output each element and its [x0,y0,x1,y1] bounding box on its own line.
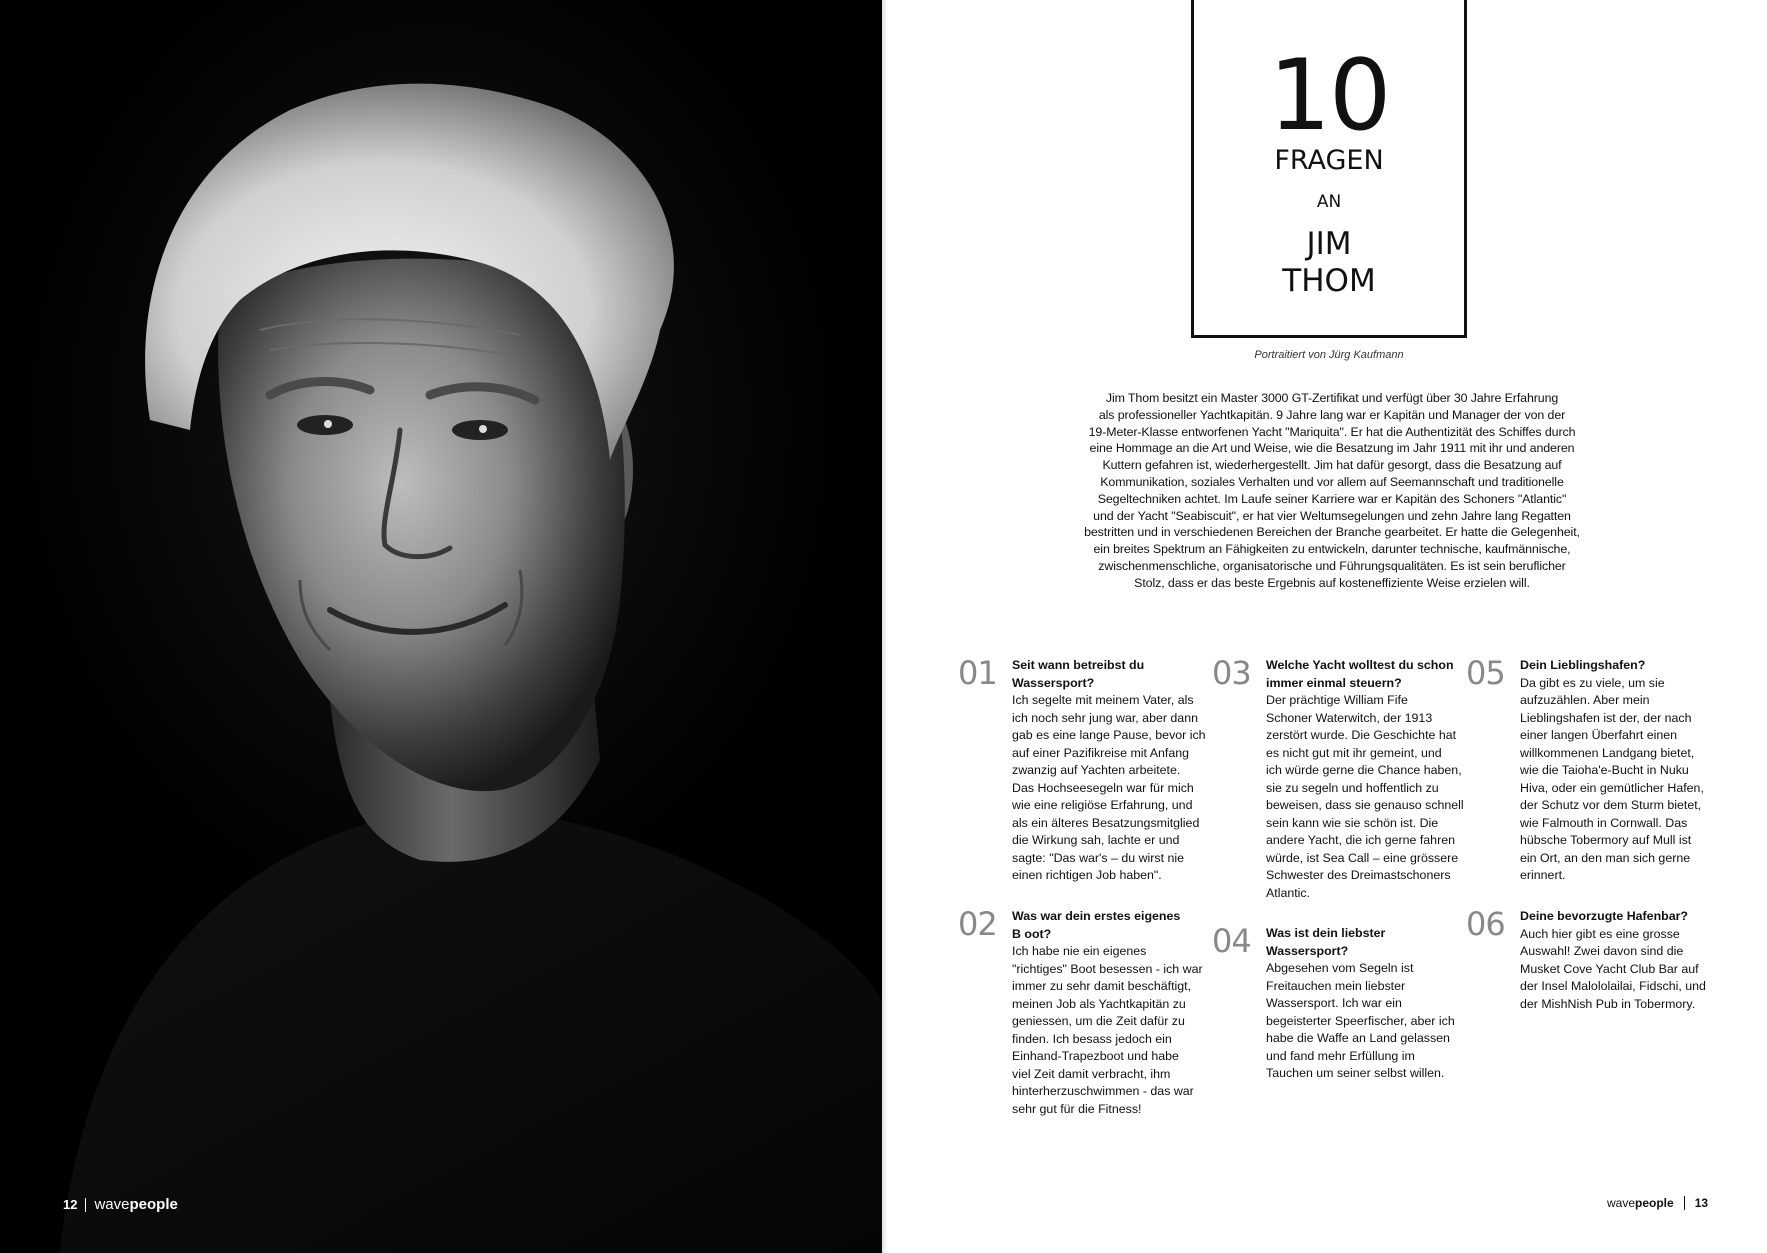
answer-line: der Insel Malololailai, Fidschi, und [1520,979,1706,993]
answer-line: auf einer Pazifikreise mit Anfang [1012,745,1190,760]
question-text [1012,657,1206,692]
answer-line: ich noch sehr jung war, aber dann [1012,710,1198,725]
answer-line: Schoner Waterwitch, der 1913 [1266,710,1433,725]
question-text [1266,657,1464,692]
answer-line: sein kann wie sie schön ist. Die [1266,815,1439,830]
answer-text [1012,692,1206,885]
qa-item-04 [1212,922,1464,1083]
question-line: Wassersport? [1266,943,1349,958]
question-line: Wassersport? [1012,675,1095,690]
answer-line: willkommenen Landgang bietet, [1520,745,1695,760]
question-number: 02 [958,905,997,943]
intro-line: eine Hommage an die Art und Weise, wie die Besatzung im Jahr 1911 mit ihr und anderen [1089,441,1575,456]
question-line: Dein Lieblingshafen? [1520,658,1646,672]
answer-line: hübsche Tobermory auf Mull ist [1520,833,1692,847]
page-footer-left [63,1196,178,1213]
answer-line: Ich segelte mit meinem Vater, als [1012,693,1194,707]
answer-line: zerstört wurde. Die Geschichte hat [1266,728,1457,742]
title-name-first: JIM [1306,226,1352,262]
answer-line: einer langen Überfahrt einen [1520,728,1678,742]
answer-line: begeisterter Speerfischer, aber ich [1266,1013,1455,1028]
answer-line: es nicht gut mit ihr gemeint, und [1266,745,1442,760]
answer-line: Das Hochseesegeln war für mich [1012,780,1194,795]
answer-line: wie eine religiöse Erfahrung, und [1012,798,1193,812]
answer-line: gab es eine lange Pause, bevor ich [1012,728,1206,742]
answer-line: Freitauchen mein liebster [1266,978,1406,993]
answer-line: meinen Job als Yachtkapitän zu [1012,996,1186,1011]
answer-line: Abgesehen vom Segeln ist [1266,961,1414,975]
page-number: 13 [1694,1196,1709,1210]
answer-line: Hiva, oder ein gemütlicher Hafen, [1520,780,1704,795]
answer-line: "richtiges" Boot besessen - ich war [1012,961,1203,976]
answer-line: und fand mehr Erfüllung im [1266,1048,1415,1063]
answer-line: Schwester des Dreimastschoners [1266,868,1451,882]
intro-line: Kuttern gefahren ist, wiederhergestellt. Jim hat dafür gesorgt, dass die Besatzung auf [1102,458,1562,473]
answer-line: erinnert. [1520,868,1566,882]
qa-body [1266,925,1455,1083]
question-line: Deine bevorzugte Hafenbar? [1520,909,1688,923]
question-line: Was ist dein liebster [1266,926,1386,940]
magazine-brand [94,1196,177,1213]
divider [1684,1196,1685,1210]
title-fragen: FRAGEN [1274,145,1384,176]
answer-line: sie zu segeln und hoffentlich zu [1266,780,1439,795]
answer-line: beweisen, dass sie genauso schnell [1266,798,1464,812]
qa-item-05 [1466,654,1726,885]
answer-line: als ein älteres Besatzungsmitglied [1012,815,1200,830]
question-number: 01 [958,654,997,692]
question-number: 03 [1212,654,1251,692]
answer-line: habe die Waffe an Land gelassen [1266,1031,1450,1045]
answer-line: der MishNish Pub in Tobermory. [1520,996,1696,1011]
portrait-page [0,0,882,1253]
answer-line: immer zu sehr damit beschäftigt, [1012,979,1192,993]
answer-text [1520,926,1706,1014]
answer-line: Lieblingshafen ist der, der nach [1520,710,1692,725]
answer-line: Ich habe nie ein eigenes [1012,944,1147,958]
answer-line: Wassersport. Ich war ein [1266,996,1402,1010]
answer-line: wie die Taioha'e-Bucht in Nuku [1520,763,1689,777]
answer-line: Auch hier gibt es eine grosse [1520,926,1680,941]
brand-light: wave [94,1196,130,1213]
intro-line: 19-Meter-Klasse entworfenen Yacht "Mariquita". Er hat die Authentizität des Schiffes durch [1088,424,1576,439]
answer-line: ich würde gerne die Chance haben, [1266,763,1462,777]
answer-line: Der prächtige William Fife [1266,693,1408,707]
intro-line: und der Yacht "Seabiscuit", er hat vier Weltumsegelungen und zehn Jahre lang Regatten [1093,508,1571,523]
qa-item-02 [958,905,1208,1118]
title-an: AN [1316,192,1342,212]
question-line: B oot? [1012,926,1052,941]
intro-line: als professioneller Yachtkapitän. 9 Jahre lang war er Kapitän und Manager der von der [1098,407,1566,422]
portrait-photo [0,0,882,1253]
intro-line: ein breites Spektrum an Fähigkeiten zu entwickeln, darunter technische, kaufmännische, [1093,542,1571,557]
qa-body [1520,908,1706,1013]
answer-line: ein Ort, an den man sich gerne [1520,850,1691,865]
question-text [1266,925,1455,960]
qa-body [1266,657,1464,902]
intro-line: Segeltechniken achtet. Im Laufe seiner Karriere war er Kapitän des Schoners "Atlantic" [1097,491,1567,506]
answer-line: zwanzig auf Yachten arbeitete. [1012,763,1181,777]
qa-body [1012,657,1206,885]
question-line: Seit wann betreibst du [1012,658,1145,672]
intro-line: bestritten und in verschiedenen Bereichen der Branche gearbeitet. Er hatte die Gelegenheit, [1084,525,1580,540]
question-text [1520,657,1704,675]
answer-line: Da gibt es zu viele, um sie [1520,675,1665,690]
intro-line: Jim Thom besitzt ein Master 3000 GT-Zertifikat und verfügt über 30 Jahre Erfahrung [1105,391,1559,405]
title-number: 10 [1268,39,1390,153]
question-line: Welche Yacht wolltest du schon [1266,658,1454,672]
answer-line: hinterherzuschwimmen - das war [1012,1084,1194,1098]
page-footer-right [1607,1196,1708,1210]
answer-line: viel Zeit damit verbracht, ihm [1012,1066,1171,1081]
question-line: Was war dein erstes eigenes [1012,909,1181,923]
qa-item-03 [1212,654,1464,902]
intro-paragraph [1082,390,1582,592]
magazine-brand [1607,1196,1674,1210]
answer-line: aufzuzählen. Aber mein [1520,693,1650,707]
answer-line: die Wirkung sah, lachte er und [1012,833,1180,847]
answer-line: Einhand-Trapezboot und habe [1012,1049,1179,1063]
answer-line: sagte: "Das war's – du wirst nie [1012,850,1185,865]
answer-line: wie Falmouth in Cornwall. Das [1520,815,1688,830]
answer-text [1266,960,1455,1083]
title-name-last: THOM [1282,263,1376,299]
answer-line: Musket Cove Yacht Club Bar auf [1520,961,1699,976]
answer-line: Auswahl! Zwei davon sind die [1520,944,1684,958]
answer-line: Atlantic. [1266,885,1311,900]
question-text [1520,908,1706,926]
spine-shadow [882,0,888,1253]
question-number: 05 [1466,654,1505,692]
title-name [1282,226,1375,300]
qa-body [1520,657,1704,885]
answer-line: sehr gut für die Fitness! [1012,1101,1142,1116]
intro-line: Kommunikation, soziales Verhalten und vor allem auf Seemannschaft und traditionelle [1100,474,1564,489]
brand-light: wave [1607,1196,1636,1210]
intro-line: Stolz, dass er das beste Ergebnis auf kosteneffiziente Weise erzielen will. [1134,575,1530,590]
question-number: 04 [1212,922,1251,960]
question-text [1012,908,1203,943]
answer-line: Tauchen um seiner selbst willen. [1266,1066,1445,1080]
brand-bold: people [129,1196,178,1213]
answer-line: einen richtigen Job haben". [1012,868,1162,882]
qa-item-06 [1466,905,1726,1013]
qa-body [1012,908,1203,1118]
answer-text [1012,943,1203,1118]
divider [85,1198,86,1212]
qa-item-01 [958,654,1208,885]
answer-line: der Schutz vor dem Sturm bietet, [1520,798,1702,812]
answer-line: finden. Ich besass jedoch ein [1012,1031,1172,1046]
answer-line: geniessen, um die Zeit dafür zu [1012,1014,1185,1028]
answer-text [1266,692,1464,902]
brand-bold: people [1635,1196,1674,1210]
photo-credit: Portraitiert von Jürg Kaufmann [1254,349,1404,361]
page-number: 12 [63,1197,78,1212]
title-box [1191,0,1467,338]
question-line: immer einmal steuern? [1266,675,1402,690]
answer-line: andere Yacht, die ich gerne fahren [1266,833,1455,847]
answer-text [1520,675,1704,885]
question-number: 06 [1466,905,1505,943]
answer-line: würde, ist Sea Call – eine grössere [1266,850,1459,865]
intro-line: zwischenmenschliche, organisatorische und Führungsqualitäten. Es ist sein beruflicher [1098,558,1566,573]
